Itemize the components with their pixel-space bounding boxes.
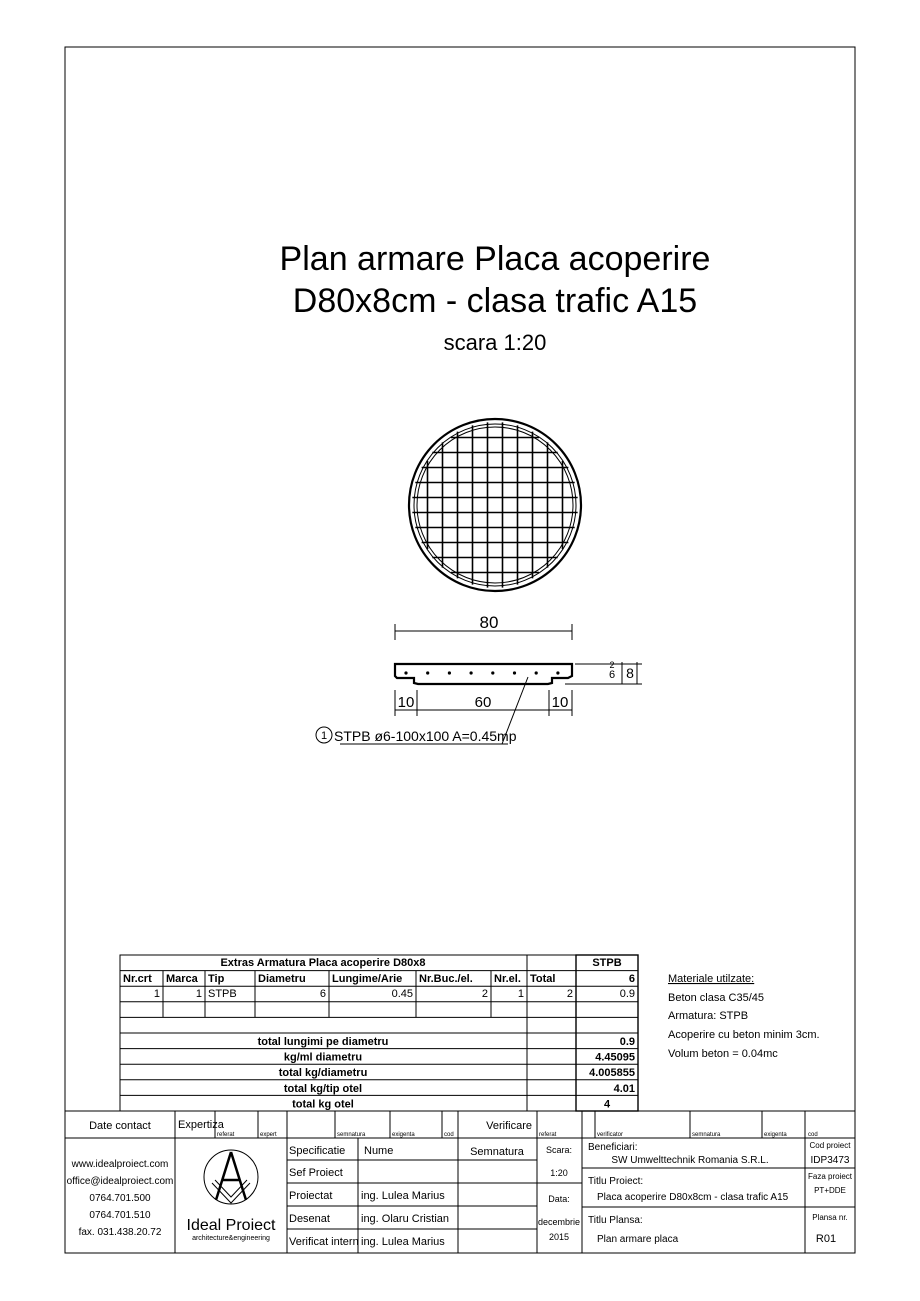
title-scale: scara 1:20 [443,330,547,355]
role-name: ing. Lulea Marius [361,1190,445,1202]
contact-line: www.idealproiect.com [71,1159,169,1170]
role-name: ing. Lulea Marius [361,1236,445,1248]
plan-view-slab [409,419,581,591]
role-label: Verificat intern [289,1236,359,1248]
project-value: Placa acoperire D80x8cm - clasa trafic A15 [597,1192,789,1203]
contact-info [67,1159,174,1238]
rebar-col-header: Lungime/Arie [332,973,403,985]
material-line: Volum beton = 0.04mc [668,1048,778,1060]
cod-label: cod [444,1132,454,1138]
rebar-col-header: Nr.Buc./el. [419,973,473,985]
rebar-dot [513,671,516,674]
title-block [65,1111,855,1253]
dim-h1: 6 [608,669,616,681]
semnatura-label: semnatura [692,1132,721,1138]
rebar-cell: 0.45 [391,988,413,1000]
exigenta-label: exigenta [764,1132,787,1138]
rebar-cell: STPB [208,988,237,1000]
mark-label: STPB ø6-100x100 A=0.45mp [334,728,517,744]
sign-header: Semnatura [470,1146,524,1158]
contact-line: 0764.701.500 [89,1193,151,1204]
phase-label: Faza proiect [807,1172,853,1181]
sheet-value: Plan armare placa [597,1234,679,1245]
title-line-1: Plan armare Placa acoperire [279,240,711,278]
rebar-col-header: 6 [628,973,635,985]
phase-value: PT+DDE [814,1186,846,1195]
sheet-frame [65,47,855,1253]
rebar-dot [556,671,559,674]
cod-label: cod [808,1132,818,1138]
semnatura-label: semnatura [337,1132,366,1138]
expertiza-label: Expertiza [178,1119,224,1131]
name-header: Nume [364,1145,394,1157]
date-year: 2015 [548,1232,570,1242]
title-line-2: D80x8cm - clasa trafic A15 [292,282,698,320]
logo-name: Ideal Proiect [186,1217,276,1234]
dim-mid: 60 [474,694,492,711]
rebar-col-header: Marca [166,973,198,985]
dim-h2: 2 [609,660,615,670]
rebar-cell: 1 [153,988,160,1000]
section-view [316,613,642,744]
role-label: Proiectat [289,1190,333,1202]
date-contact-label: Date contact [89,1120,151,1132]
steel-type-header: STPB [592,957,622,969]
rebar-cell: 1 [517,988,524,1000]
material-line: Beton clasa C35/45 [668,992,765,1004]
rebar-col-header: Nr.crt [123,973,152,985]
sheet-no-label: Plansa nr. [812,1213,848,1222]
rebar-dot [491,671,494,674]
total-label: total kg/tip otel [283,1082,363,1095]
dim-right: 10 [551,694,569,711]
spec-header: Specificatie [289,1145,346,1157]
beneficiary-label: Beneficiari: [588,1142,638,1153]
referat-label: referat [539,1132,557,1138]
rebar-dot [426,671,429,674]
date-month: decembrie [537,1217,581,1227]
total-label: total kg/diametru [278,1067,368,1080]
contact-line: 0764.701.510 [89,1210,151,1221]
dim-h-total: 8 [626,665,634,681]
rebar-dot [404,671,407,674]
total-label: kg/ml diametru [283,1051,363,1064]
date-label: Data: [548,1194,570,1204]
mark-number: 1 [320,730,328,742]
rebar-dot [470,671,473,674]
material-line: Acoperire cu beton minim 3cm. [668,1029,820,1041]
scale-value: 1:20 [550,1168,568,1178]
logo [187,1150,276,1242]
rebar-dot [535,671,538,674]
total-value: 0.9 [619,1036,635,1048]
sheet-label: Titlu Plansa: [588,1215,643,1226]
rebar-cell: 1 [195,988,202,1000]
contact-line: office@idealproiect.com [66,1176,174,1187]
referat-label: referat [217,1132,235,1138]
materials-notes [668,973,820,1060]
sheet-no: R01 [815,1233,837,1245]
contact-line: fax. 031.438.20.72 [78,1227,162,1238]
rebar-cell: 0.9 [619,988,635,1000]
exigenta-label: exigenta [392,1132,415,1138]
role-label: Desenat [289,1213,330,1225]
verificator-label: verificator [597,1132,624,1138]
material-line: Armatura: STPB [668,1010,749,1022]
project-code: IDP3473 [810,1155,850,1166]
rebar-col-header: Total [530,973,556,985]
total-value: 4.005855 [589,1067,635,1080]
expert-label: expert [260,1132,277,1138]
project-label: Titlu Proiect: [588,1176,644,1187]
dim-total: 80 [479,613,499,632]
rebar-col-header: Nr.el. [494,973,521,985]
dim-left: 10 [397,694,415,711]
total-value: 4 [603,1098,611,1111]
total-value: 4.45095 [595,1051,635,1064]
rebar-col-header: Tip [208,973,225,985]
logo-tagline: architecture&engineering [192,1235,270,1242]
rebar-cell: 2 [481,988,488,1000]
rebar-dot [448,671,451,674]
beneficiary-value: SW Umwelttechnik Romania S.R.L. [611,1155,769,1166]
total-label: total lungimi pe diametru [257,1036,389,1048]
role-name: ing. Olaru Cristian [361,1213,450,1225]
rebar-col-header: Diametru [258,973,306,985]
verificare-label: Verificare [486,1120,532,1132]
materials-heading: Materiale utilzate: [668,973,755,985]
project-code-label: Cod proiect [809,1141,851,1150]
rebar-table [120,955,638,1111]
rebar-table-title: Extras Armatura Placa acoperire D80x8 [220,957,426,969]
scale-label: Scara: [545,1145,573,1155]
total-value: 4.01 [613,1082,635,1095]
rebar-cell: 6 [319,988,326,1000]
rebar-cell: 2 [566,988,573,1000]
total-label: total kg otel [292,1098,354,1111]
role-label: Sef Proiect [289,1167,343,1179]
